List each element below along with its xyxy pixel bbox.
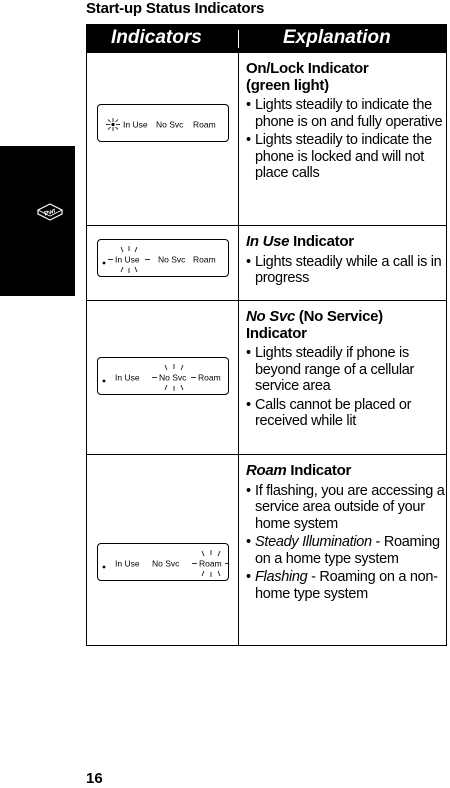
list-item: • Lights steadily if phone is beyond range of a cellular service area: [246, 345, 446, 395]
list-item: [246, 534, 446, 567]
flashing-desc: - Roaming on a non-home type system: [255, 569, 438, 602]
list-item: • Lights steadily while a call is in progress: [246, 254, 446, 287]
label-in-use: In Use: [115, 372, 140, 383]
table-header: [87, 25, 446, 53]
title-roam-rest: Indicator: [286, 462, 351, 479]
title-on-lock-sub: (green light): [246, 76, 329, 94]
flashing-term: Flashing: [255, 569, 308, 585]
label-roam: Roam: [193, 254, 216, 265]
title-no-svc-rest: (No Service): [295, 308, 383, 325]
header-divider: [238, 30, 239, 48]
list-item: • Lights steadily to indicate the phone is on and fully operative: [246, 97, 446, 130]
table-row: [87, 301, 446, 455]
page-title: Start-up Status Indicators: [86, 0, 265, 17]
steady-term: Steady Illumination: [255, 534, 372, 550]
table-row: [87, 455, 446, 645]
label-no-svc: No Svc: [152, 558, 180, 569]
explanation-roam: [246, 463, 446, 604]
label-in-use: In Use: [123, 119, 148, 130]
table-row: [87, 53, 446, 226]
title-no-svc-term: No Svc: [246, 308, 296, 325]
explanation-on-lock: [246, 61, 446, 184]
steady-desc: - Roaming on a home type system: [255, 534, 440, 567]
label-roam: Roam: [199, 558, 222, 569]
pwr-key-label: Pwr: [43, 207, 57, 218]
title-in-use-term: In Use: [246, 233, 290, 250]
title-no-svc-sub: Indicator: [246, 324, 307, 342]
indicator-display: [97, 239, 229, 277]
explanation-in-use: [246, 234, 446, 289]
indicator-table: [86, 24, 447, 646]
label-no-svc: No Svc: [159, 372, 187, 383]
title-roam-term: Roam: [246, 462, 287, 479]
pwr-key-icon: [34, 202, 64, 222]
list-item: • If flashing, you are accessing a service area outside of your home system: [246, 483, 446, 533]
list-item: [246, 569, 446, 602]
table-row: [87, 226, 446, 301]
explanation-no-svc: [246, 309, 446, 432]
indicator-display: [97, 357, 229, 395]
label-roam: Roam: [193, 119, 216, 130]
label-no-svc: No Svc: [156, 119, 184, 130]
label-no-svc: No Svc: [158, 254, 186, 265]
indicator-display: [97, 104, 229, 142]
indicator-display: [97, 543, 229, 581]
label-in-use: In Use: [115, 558, 140, 569]
title-in-use-rest: Indicator: [289, 233, 354, 250]
header-explanation: Explanation: [283, 27, 391, 48]
list-item: • Lights steadily to indicate the phone is locked and will not place calls: [246, 132, 446, 182]
label-roam: Roam: [198, 372, 221, 383]
title-on-lock: On/Lock Indicator: [246, 60, 369, 77]
page-number: 16: [86, 770, 103, 787]
label-in-use: In Use: [115, 254, 140, 265]
list-item: • Calls cannot be placed or received while lit: [246, 397, 446, 430]
header-indicators: Indicators: [111, 27, 202, 48]
